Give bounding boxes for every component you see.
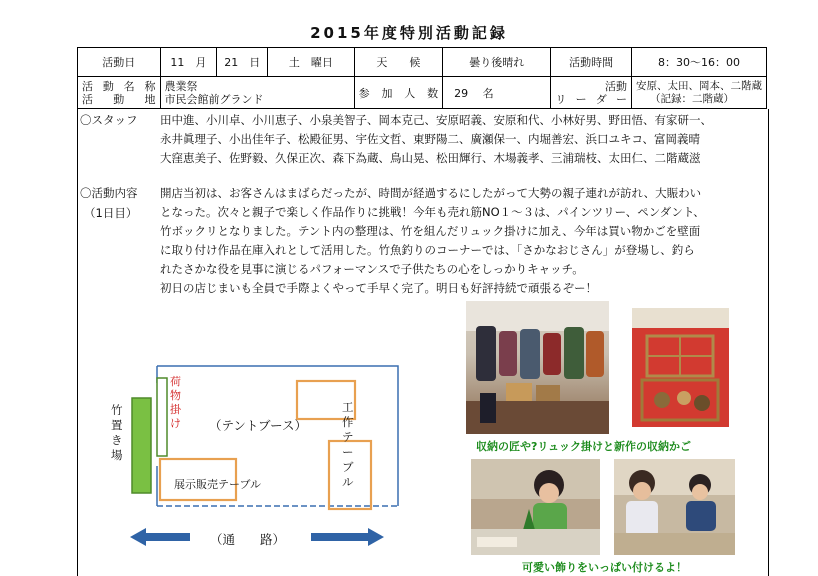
- photo-storage-basket-art: [632, 308, 729, 427]
- activity-name: 農業祭: [164, 79, 198, 93]
- photo-children-crafting: [614, 459, 735, 555]
- activity-day-label: （1日目）: [84, 206, 138, 220]
- weather-label: 天 候: [354, 48, 442, 77]
- staff-line-2: 永井眞理子、小出佳年子、松殿征男、宇佐文哲、東野陽二、廣瀬保一、内堀善宏、浜口ユキコ、富岡義晴: [160, 132, 701, 146]
- photo-backpack-rack: [466, 301, 609, 434]
- arrow-right: [311, 528, 384, 546]
- caption-top: 収納の匠や?リュック掛けと新作の収納かご: [476, 440, 692, 453]
- activity-line-5: れたさかな役を見事に演じるパフォーマンスで子供たちの心をしっかりキャッチ。: [160, 262, 584, 276]
- weekday-value: 土 曜日: [268, 48, 354, 77]
- arrow-left: [130, 528, 190, 546]
- name-place-labels: [78, 77, 161, 109]
- date-label: 活動日: [78, 48, 161, 77]
- luggage-hook-bar: [157, 378, 167, 456]
- activity-line-3: 竹ボックリとなりました。テント内の整理は、竹を組んだリュック掛けに加え、今年は買い物かごを壁面: [160, 224, 701, 238]
- activity-label: 〇活動内容: [80, 186, 138, 200]
- display-table-label: 展示販売テーブル: [174, 478, 262, 491]
- leader-label: 活動 リーダー: [551, 77, 632, 109]
- participants-label: 参加人数: [354, 77, 442, 109]
- name-place-values: [160, 77, 354, 109]
- day-value: 21 日: [217, 48, 268, 77]
- header-table: [77, 47, 767, 109]
- luggage-hook-label: 荷物掛け: [170, 375, 181, 430]
- bamboo-rack-label: 竹置き場: [111, 403, 123, 462]
- leaders-value: [632, 77, 767, 109]
- tent-booth-label: （テントブース）: [209, 418, 308, 433]
- caption-bottom: 可愛い飾りをいっぱい付けるよ！: [522, 561, 687, 574]
- booth-map-drawing: [106, 358, 406, 550]
- booth-map: [106, 358, 406, 550]
- staff-label: 〇スタッフ: [80, 113, 138, 127]
- passage-label: （通 路）: [210, 532, 286, 547]
- activity-line-6: 初日の店じまいも全員で手際よくやって手早く完了。明日も好評持続で頑張るぞー！: [160, 281, 597, 295]
- work-table-label: 工作テーブル: [342, 400, 354, 489]
- photo-child-decorating: [471, 459, 600, 555]
- photo-child-decorating-art: [471, 459, 600, 555]
- activity-name-label: 活動名称: [82, 79, 156, 93]
- weather-value: 曇り後晴れ: [443, 48, 551, 77]
- activity-place: 市民会館前グランド: [164, 92, 264, 106]
- time-label: 活動時間: [551, 48, 632, 77]
- staff-line-1: 田中進、小川卓、小川恵子、小泉美智子、岡本克己、安原昭義、安原和代、小林好男、野田悟、有家研一、: [160, 113, 712, 127]
- month-value: 11 月: [160, 48, 217, 77]
- time-value: 8：30〜16：00: [632, 48, 767, 77]
- activity-line-1: 開店当初は、お客さんはまばらだったが、時間が経過するにしたがって大勢の親子連れが訪れ、大賑わい: [160, 186, 702, 200]
- activity-line-2: となった。次々と親子で楽しく作品作りに挑戦！今年も売れ筋NO１〜３は、パインツリー、ペンダント、: [160, 205, 705, 219]
- bamboo-rack-bar: [132, 398, 151, 493]
- document-title: 2015年度特別活動記録: [310, 24, 508, 42]
- activity-place-label: 活動地: [82, 92, 156, 106]
- photo-backpack-rack-art: [466, 301, 609, 434]
- photo-children-crafting-art: [614, 459, 735, 555]
- photo-storage-basket: [632, 308, 729, 427]
- recorder: （記録：二階蔵）: [650, 92, 734, 105]
- staff-line-3: 大窪恵美子、佐野毅、久保正次、森下為蔵、鳥山晃、松田輝行、木場義孝、三浦瑞枝、太田仁、二階蔵滋: [160, 151, 701, 165]
- leaders-names: 安原、太田、岡本、二階蔵: [636, 79, 762, 92]
- activity-line-4: に取り付け作品在庫入れとして活用した。竹魚釣りのコーナーでは、「さかなおじさん」が登場し、釣ら: [160, 243, 695, 257]
- participants-value: 29 名: [443, 77, 551, 109]
